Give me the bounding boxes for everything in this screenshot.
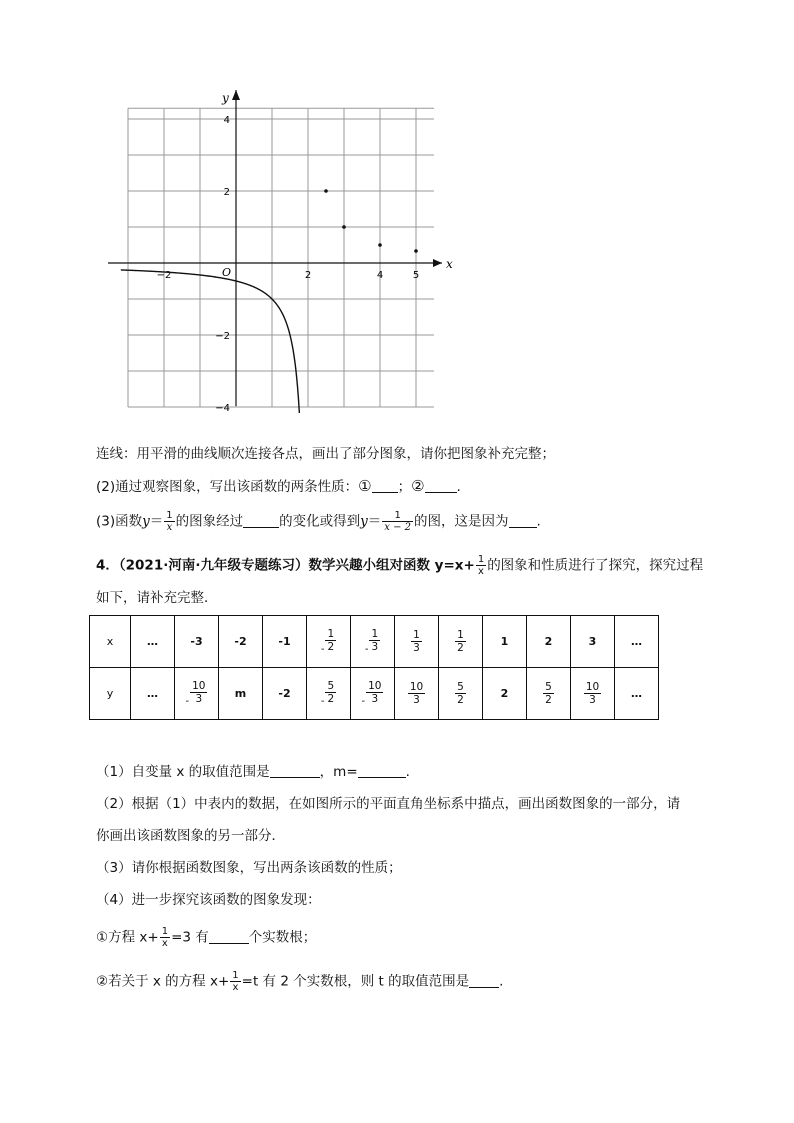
table-cell: x — [90, 616, 131, 668]
frac-num: 5 — [327, 680, 335, 693]
table-fraction — [455, 629, 466, 654]
table-fraction — [411, 629, 422, 654]
instruction-text: 连线：用平滑的曲线顺次连接各点，画出了部分图象，请你把图象补充完整； — [96, 446, 555, 462]
part-2-text-2: 你画出该函数图象的另一部分． — [96, 828, 285, 844]
table-cell — [395, 616, 439, 668]
sub-question-2 — [96, 970, 503, 993]
period: . — [405, 764, 410, 780]
minus-sign: - — [185, 695, 190, 707]
table-cell: 1 — [483, 616, 527, 668]
q4-intro-a: 4．（2021·河南·九年级专题练习）数学兴趣小组对函数 y=x+ — [96, 557, 475, 574]
part-1-text: （1）自变量 x 的取值范围是 — [96, 764, 270, 780]
frac-den: x — [232, 982, 239, 993]
table-cell: 2 — [527, 616, 571, 668]
circle-1: ① — [358, 477, 372, 495]
x-axis-arrow — [433, 259, 442, 267]
table-cell — [571, 668, 615, 720]
question-3-line — [96, 510, 541, 533]
part-1-m-label: ，m= — [319, 764, 358, 780]
frac-num: 1 — [232, 970, 239, 981]
y-tick-label: −2 — [215, 331, 230, 342]
answer-blank[interactable] — [509, 513, 537, 528]
q3-text-b: 的图象经过 — [175, 513, 244, 530]
y-tick-label: 4 — [223, 115, 230, 126]
q4-intro-b: 的图象和性质进行了探究，探究过程 — [487, 557, 704, 574]
plotted-point — [378, 243, 382, 247]
sub-1-text-c: 个实数根； — [248, 929, 317, 946]
frac-num: 1 — [457, 629, 464, 641]
equals-sign: ＝ — [149, 513, 164, 530]
part-1-line — [96, 762, 410, 782]
frac-num: 1 — [327, 628, 335, 641]
table-row-y — [90, 668, 659, 720]
table-cell — [351, 668, 395, 720]
minus-sign: - — [364, 643, 369, 655]
fraction-1-over-x — [164, 510, 174, 533]
frac-den: x — [478, 566, 484, 577]
frac-num: 1 — [166, 510, 173, 521]
question-2-text: (2)通过观察图象，写出该函数的两条性质： — [96, 479, 359, 495]
q4-intro-line2-text: 如下，请补充完整． — [96, 590, 218, 606]
fraction-1-over-x-minus-2 — [382, 510, 413, 533]
table-fraction — [543, 681, 554, 706]
table-cell — [439, 668, 483, 720]
part-2-line-2 — [96, 826, 285, 846]
frac-num: 1 — [382, 510, 413, 522]
x-axis-label: x — [446, 257, 453, 271]
answer-blank[interactable] — [209, 929, 249, 944]
minus-sign: - — [320, 695, 325, 707]
answer-blank[interactable] — [243, 513, 279, 528]
q3-text-d: 的图，这是因为 — [414, 513, 509, 530]
plotted-point — [342, 225, 346, 229]
period: . — [536, 513, 541, 530]
table-fraction — [190, 680, 207, 705]
circle-2: ② — [411, 477, 425, 495]
table-cell: -2 — [263, 668, 307, 720]
table-cell — [175, 668, 219, 720]
answer-blank[interactable] — [372, 478, 398, 493]
sub-2-text-a: ②若关于 x 的方程 x+ — [96, 973, 230, 990]
answer-blank[interactable] — [358, 763, 406, 778]
question-4-intro — [96, 554, 703, 577]
table-fraction — [455, 681, 466, 706]
frac-num: 1 — [477, 554, 485, 565]
question-2-line — [96, 476, 461, 497]
period: . — [499, 973, 504, 990]
frac-den: 3 — [371, 641, 379, 654]
y-axis-label: y — [222, 91, 229, 105]
frac-num: 10 — [585, 681, 600, 693]
frac-den: x − 2 — [384, 522, 412, 533]
table-fraction — [325, 628, 336, 653]
function-curve — [121, 270, 300, 413]
table-fraction — [369, 628, 380, 653]
table-cell: 2 — [483, 668, 527, 720]
table-row-x — [90, 616, 659, 668]
x-tick-label: 5 — [412, 270, 420, 281]
plotted-point — [324, 189, 328, 193]
var-y: y — [142, 513, 150, 530]
sub-1-text-b: =3 有 — [171, 929, 209, 946]
question-4-intro-line2 — [96, 588, 218, 608]
value-table — [89, 615, 659, 720]
table-fraction — [366, 680, 383, 705]
table-fraction — [584, 681, 601, 706]
table-cell: y — [90, 668, 131, 720]
y-tick-label: 2 — [223, 187, 230, 198]
table-cell: … — [131, 668, 175, 720]
y-axis-arrow — [232, 90, 240, 100]
period: . — [456, 479, 461, 495]
frac-num: 1 — [161, 926, 169, 937]
frac-den: 2 — [327, 641, 335, 654]
sub-question-1 — [96, 926, 316, 949]
minus-sign: - — [320, 643, 325, 655]
answer-blank[interactable] — [425, 478, 457, 493]
frac-den: 3 — [589, 694, 596, 706]
table-cell: m — [219, 668, 263, 720]
frac-den: x — [166, 522, 173, 533]
frac-num: 1 — [371, 628, 379, 641]
equals-sign: ＝ — [367, 513, 382, 530]
table-cell — [307, 668, 351, 720]
frac-num: 10 — [192, 680, 206, 693]
fraction-1-over-x — [230, 970, 240, 993]
sub-2-text-b: =t 有 2 个实数根，则 t 的取值范围是 — [241, 973, 470, 990]
frac-den: 2 — [545, 694, 552, 706]
part-4-line — [96, 890, 321, 910]
table-cell: … — [131, 616, 175, 668]
table-cell — [307, 616, 351, 668]
table-fraction — [408, 681, 425, 706]
frac-num: 5 — [457, 681, 464, 693]
instruction-line — [96, 444, 555, 464]
minus-sign: - — [361, 695, 366, 707]
frac-den: 3 — [371, 693, 379, 706]
table-cell — [395, 668, 439, 720]
frac-den: 3 — [195, 693, 203, 706]
q3-text-c: 的变化或得到 — [279, 513, 361, 530]
frac-den: 2 — [457, 642, 464, 654]
frac-num: 1 — [413, 629, 420, 641]
table-cell: … — [615, 668, 659, 720]
function-graph — [100, 84, 460, 414]
part-4-text: （4）进一步探究该函数的图象发现： — [96, 892, 321, 908]
answer-blank[interactable] — [270, 763, 320, 778]
part-3-text: （3）请你根据函数图象，写出两条该函数的性质； — [96, 860, 402, 876]
frac-den: 3 — [413, 642, 420, 654]
separator: ； — [397, 479, 412, 495]
var-y: y — [360, 513, 368, 530]
table-cell — [527, 668, 571, 720]
sub-1-text-a: ①方程 x+ — [96, 929, 159, 946]
x-tick-label: −2 — [156, 270, 172, 281]
plotted-point — [414, 249, 418, 253]
table-cell — [351, 616, 395, 668]
frac-den: 2 — [457, 694, 464, 706]
part-2-text: （2）根据（1）中表内的数据，在如图所示的平面直角坐标系中描点，画出函数图象的一部分，请 — [96, 796, 681, 812]
table-fraction — [325, 680, 336, 705]
x-tick-label: 4 — [376, 270, 384, 281]
frac-num: 10 — [409, 681, 424, 693]
frac-den: 3 — [413, 694, 420, 706]
answer-blank[interactable] — [469, 973, 499, 988]
table-cell: -1 — [263, 616, 307, 668]
table-cell — [439, 616, 483, 668]
table-cell: … — [615, 616, 659, 668]
table-cell: 3 — [571, 616, 615, 668]
q3-text-a: (3)函数 — [96, 513, 143, 530]
frac-num: 10 — [368, 680, 382, 693]
y-tick-label: −4 — [215, 403, 230, 414]
part-2-line — [96, 794, 680, 814]
part-3-line — [96, 858, 402, 878]
table-cell: -2 — [219, 616, 263, 668]
table-cell: -3 — [175, 616, 219, 668]
frac-num: 5 — [545, 681, 552, 693]
x-tick-label: 2 — [304, 270, 312, 281]
fraction-1-over-x — [160, 926, 170, 949]
frac-den: x — [161, 938, 168, 949]
frac-den: 2 — [327, 693, 335, 706]
fraction-1-over-x — [476, 554, 486, 577]
origin-label: O — [222, 266, 232, 279]
